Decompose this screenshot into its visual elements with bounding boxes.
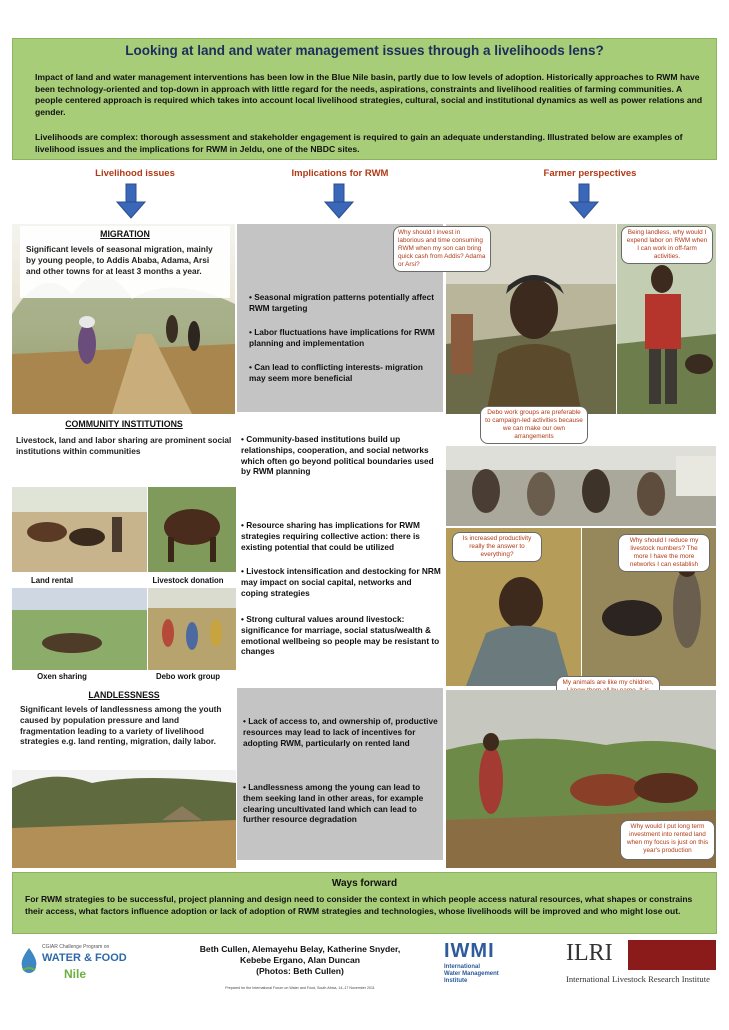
photo-credit: (Photos: Beth Cullen) — [256, 966, 344, 976]
column-head-implications: Implications for RWM — [291, 168, 389, 179]
landlessness-bullet-2: • Landlessness among the young can lead to them seeking land in other areas, for example clearing uncultivated land which can lead to further resource degradation — [243, 782, 424, 825]
migration-bullet-3: • Can lead to conflicting interests- migration may seem more beneficial — [249, 362, 423, 383]
landlessness-text-box — [12, 688, 236, 770]
ways-forward-text: For RWM strategies to be successful, project planning and design need to consider the context in which people access natural resources, what shapes or constrains their access, what factors influence adoption or lack of adoption of RWM strategies and technologies, whose livelihoods will be improved and who might lose out. — [25, 894, 693, 916]
quote-bubble-migration-3: Debo work groups are preferable to campaign-led activities because we can make our own arrangements — [480, 406, 588, 444]
intro-paragraph-2: Livelihoods are complex: thorough assessment and stakeholder engagement is required to gain an adequate understanding. Illustrated below are examples of livelihood issues and the implications for RWM in Jeldu, one of the NBDC sites. — [35, 132, 683, 154]
caption-debo-work-group: Debo work group — [155, 672, 221, 681]
caption-oxen-sharing: Oxen sharing — [37, 672, 87, 681]
caption-land-rental: Land rental — [30, 576, 74, 585]
cpwf-logo-line-2: WATER & FOOD — [42, 952, 127, 964]
landlessness-panel — [12, 688, 236, 868]
caption-livestock-donation: Livestock donation — [152, 576, 224, 585]
iwmi-logo — [444, 940, 519, 995]
water-drop-icon — [18, 946, 40, 974]
photo-oxen-sharing — [12, 588, 147, 670]
migration-bullet-1: • Seasonal migration patterns potentially affect RWM targeting — [249, 292, 435, 313]
iwmi-logo-mark: IWMI — [444, 940, 495, 962]
migration-description: Significant levels of seasonal migration, mainly by young people, to Addis Ababa, Adama, Arsi and other towns for at least 3 months a year. — [26, 244, 213, 276]
migration-bullet-2: • Labor fluctuations have implications for RWM planning and implementation — [249, 327, 435, 348]
community-bullet-1: • Community-based institutions build up relationships, cooperation, and social networks which often go beyond political boundaries used by RWM planning — [241, 434, 434, 477]
quote-bubble-community-2: Why should I reduce my livestock numbers? The more I have the more networks I can establish — [618, 534, 710, 572]
photo-debo-work-group — [148, 588, 236, 670]
iwmi-line-3: Institute — [444, 978, 468, 984]
header-box — [12, 38, 717, 160]
community-title: COMMUNITY INSTITUTIONS — [65, 419, 183, 429]
migration-text-box — [20, 226, 230, 298]
iwmi-line-2: Water Management — [444, 971, 499, 977]
community-bullet-3: • Livestock intensification and destocking for NRM may impact on social capital, networks and coping strategies — [241, 566, 441, 598]
iwmi-logo-text — [444, 964, 499, 985]
quote-bubble-migration-2: Being landless, why would I expend labor on RWM when I can work in off-farm activities. — [621, 226, 713, 264]
cpwf-logo-line-3: Nile — [64, 967, 87, 981]
cpwf-logo-line-1: CGIAR Challenge Program on — [42, 944, 110, 950]
landlessness-bullet-1: • Lack of access to, and ownership of, productive resources may lead to lack of incentives for adopting RWM, particularly on rented land — [243, 716, 438, 748]
landlessness-title: LANDLESSNESS — [88, 690, 160, 700]
arrow-down-icon — [117, 184, 145, 218]
community-description: Livestock, land and labor sharing are prominent social institutions within communities — [16, 435, 232, 456]
ilri-logo-red-block — [628, 940, 716, 970]
iwmi-line-1: International — [444, 964, 481, 970]
ilri-logo-text: International Livestock Research Institute — [566, 974, 710, 984]
community-implications-panel — [237, 416, 443, 686]
quote-bubble-migration-1: Why should I invest in laborious and time consuming RWM when my son can bring quick cash from Addis? Adama or Arsi? — [393, 226, 491, 272]
intro-paragraph-1: Impact of land and water management interventions has been low in the Blue Nile basin, partly due to low levels of adoption. Historically approaches to RWM have been technology-oriented and top-down in approach with little regard for the needs, aspirations, constraints and livelihood realities of farming communities. A people centered approach is required which takes into account local livelihood strategies, cultural, social and institutional dynamics as well as power relations and gender. — [35, 72, 703, 117]
authors-block — [180, 944, 420, 977]
ways-forward-title: Ways forward — [331, 878, 398, 889]
ilri-logo — [566, 940, 716, 995]
farmer-photo-group — [446, 446, 716, 526]
landlessness-description: Significant levels of landlessness among the youth caused by population pressure and land fragmentation leading to a variety of livelihood strategies e.g. land renting, migration, daily labor. — [20, 704, 222, 747]
landlessness-implications-panel — [237, 688, 443, 860]
arrow-down-icon — [570, 184, 598, 218]
quote-bubble-landlessness-1: Why would I put long term investment into rented land when my focus is just on this year's production — [620, 820, 715, 860]
ilri-logo-mark: ILRI — [566, 940, 613, 966]
photo-land-rental — [12, 487, 147, 572]
quote-bubble-community-3: My animals are like my children, — [556, 676, 660, 706]
authors-line-1: Beth Cullen, Alemayehu Belay, Katherine Snyder, — [199, 944, 401, 954]
migration-title: MIGRATION — [100, 229, 150, 239]
community-bullet-4: • Strong cultural values around livestock: significance for marriage, social status/wealth & emotional wellbeing so people may be resistant to changes — [241, 614, 440, 657]
authors-line-2: Kebebe Ergano, Alan Duncan — [239, 955, 360, 965]
column-head-perspectives: Farmer perspectives — [543, 168, 637, 179]
down-arrows — [0, 182, 729, 222]
column-head-issues: Livelihood issues — [95, 168, 175, 179]
arrow-down-icon — [325, 184, 353, 218]
quote-bubble-community-1: Is increased productivity really the answer to everything? — [452, 532, 542, 562]
community-bullet-2: • Resource sharing has implications for RWM strategies requiring collective action: there is existing potential that could be utilized — [241, 520, 420, 552]
ways-forward-box — [12, 872, 717, 934]
small-print: Prepared for the International Forum on Water and Food, South Africa, 14–17 November 2011 — [225, 986, 375, 990]
cpwf-logo — [16, 940, 166, 995]
poster-title: Looking at land and water management issues through a livelihoods lens? — [125, 43, 604, 58]
photo-livestock-donation — [148, 487, 236, 572]
